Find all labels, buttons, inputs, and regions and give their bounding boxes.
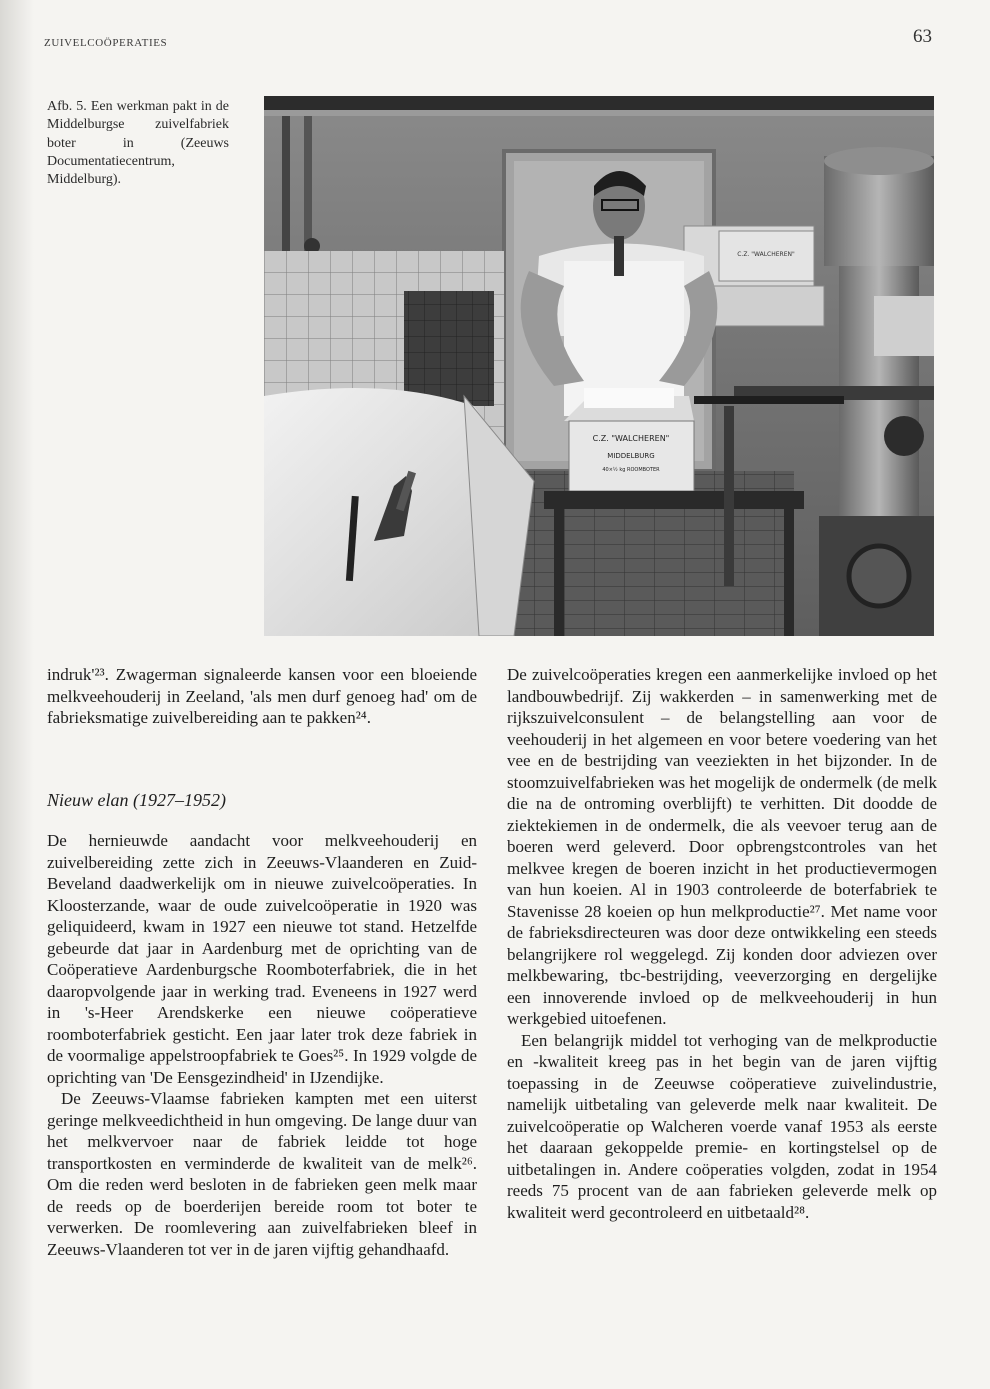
photo-shelf-box-label: C.Z. "WALCHEREN"	[737, 251, 795, 258]
svg-text:C.Z. "WALCHEREN": C.Z. "WALCHEREN"	[592, 434, 670, 443]
left-paragraph-2: De hernieuwde aandacht voor melkveehouderij en zuivelbereiding zette zich in Zeeuws-Vlaanderen en Zuid-Beveland daadwerkelijk om in nieuwe zuivelcoöperaties. In Kloosterzande, waar de oude zuivelcoöperatie in 1920 was geliquideerd, kwam in 1927 een nieuwe tot stand. Hetzelfde gebeurde dat jaar in Aardenburg met de oprichting van de Coöperatieve Aardenburgsche Roomboterfabriek, die in het daaropvolgende jaar in werking trad. Eveneens in 1927 werd in 's-Heer Arendskerke een nieuwe coöperatieve roomboterfabriek gesticht. Een jaar later trok deze fabriek in de voormalige appelstroopfabriek te Goes²⁵. In 1929 volgde de oprichting van 'De Eensgezindheid' in IJzendijke.	[47, 831, 477, 1087]
right-column	[507, 664, 937, 1223]
page-number: 63	[913, 26, 932, 47]
svg-text:MIDDELBURG: MIDDELBURG	[607, 452, 655, 460]
svg-text:40×½ kg ROOMBOTER: 40×½ kg ROOMBOTER	[602, 467, 660, 473]
page-gutter-shadow	[0, 0, 34, 1389]
figure-photo	[264, 96, 934, 636]
right-paragraph-1: De zuivelcoöperaties kregen een aanmerkelijke invloed op het landbouwbedrijf. Zij wakkerden – in samenwerking met de rijkszuivelconsulent – de belangstelling aan voor de veehouderij in het algemeen en voor betere voedering van het vee en de bestrijding van veeziekten in het bijzonder. In de stoomzuivelfabrieken was het mogelijk de ondermelk (de melk die na de ontroming overblijft) te verhitten. Dit doodde de ziektekiemen in de ondermelk, die als veevoer terug aan de boeren werd geleverd. Door opbrengstcontroles van het melkvee kregen de boeren inzicht in het productievermogen van hun koeien. Al in 1903 controleerde de boterfabriek te Stavenisse 28 koeien op hun melkproductie²⁷. Met name voor de fabrieksdirecteuren was door deze ontwikkeling een steeds belangrijkere rol weggelegd. Zij konden door adviezen over melkbewaring, tbc-bestrijding, veeverzorging en dergelijke een innoverende invloed op de melkveehouderij in hun werkgebied uitoefenen.	[507, 665, 937, 1028]
left-column	[47, 664, 477, 1259]
left-paragraph-1: indruk'²³. Zwagerman signaleerde kansen voor een bloeiende melkveehouderij in Zeeland, 'als men durf genoeg had' om de fabrieksmatige zuivelbereiding aan te pakken²⁴.	[47, 665, 477, 727]
photo-butter-box	[564, 388, 694, 491]
left-paragraph-3: De Zeeuws-Vlaamse fabrieken kampten met een uiterst geringe melkveedichtheid in hun omgeving. De lange duur van het melkvervoer naar de fabriek leidde tot hoge transportkosten en verminderde de kwaliteit van de melk²⁶. Om die reden werd besloten in de fabrieken geen melk maar de reeds op de boerderijen bereide room tot boter te verwerken. De roomlevering aan zuivelfabrieken bleef in Zeeuws-Vlaanderen tot ver in de jaren vijftig gehandhaafd.	[47, 1089, 477, 1259]
running-head: ZUIVELCOÖPERATIES	[44, 37, 168, 49]
right-paragraph-2: Een belangrijk middel tot verhoging van de melkproductie en -kwaliteit kreeg pas in het begin van de jaren vijftig toepassing in de Zeeuwse coöperatieve zuivelindustrie, namelijk uitbetaling van geleverde melk naar kwaliteit. De zuivelcoöperatie op Walcheren voerde vanaf 1953 als eerste het daaraan gekoppelde premie- en kortingstelsel op de uitbetalingen in. Andere coöperaties volgden, zodat in 1954 reeds 75 procent van de aan fabrieken geleverde melk op kwaliteit werd gecontroleerd en uitbetaald²⁸.	[507, 1030, 937, 1222]
figure-caption: Afb. 5. Een werkman pakt in de Middelburgse zuivelfabriek boter in (Zeeuws Documentatiecentrum, Middelburg).	[47, 99, 229, 188]
section-heading: Nieuw elan (1927–1952)	[47, 790, 226, 810]
